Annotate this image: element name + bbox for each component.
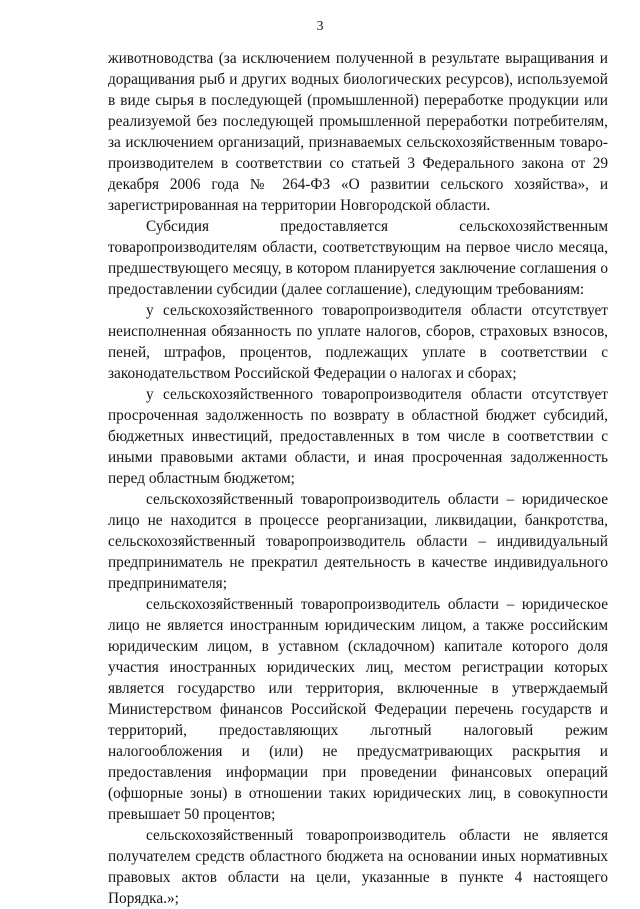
paragraph-reorganization: сельскохозяйственный товаропроизводитель области – юридическое лицо не находится в процессе реорганизации, ликвидации, банкротства, сельскохозяйственный товаропроизводитель области – индивидуальный предприниматель не прекратил деятельность в качестве индивидуального предпринимателя; xyxy=(108,491,608,592)
document-body xyxy=(108,48,608,909)
paragraph-subsidy-requirements: Субсидия предоставляется сельскохозяйственным товаропроизводителям области, соответствующим на первое число месяца, предшествующего месяцу, в котором планируется заключение соглашения о предоставлении субсидии (далее соглашение), следующим требованиям: xyxy=(108,218,608,298)
page-number: 3 xyxy=(316,19,324,34)
paragraph-tax-obligations: у сельскохозяйственного товаропроизводителя области отсутствует неисполненная обязанность по уплате налогов, сборов, страховых взносов, пеней, штрафов, процентов, подлежащих уплате в соответствии с законодательством Российской Федерации о налогах и сборах; xyxy=(108,302,608,382)
paragraph-other-funding: сельскохозяйственный товаропроизводитель области не является получателем средств областного бюджета на основании иных нормативных правовых актов области на цели, указанные в пункте 4 настоящего Порядка.»; xyxy=(108,827,608,907)
paragraph-foreign-entity: сельскохозяйственный товаропроизводитель области – юридическое лицо не является иностранным юридическим лицом, а также российским юридическим лицом, в уставном (складочном) капитале которого доля участия иностранных юридических лиц, местом регистрации которых является государство или территория, включенные в утверждаемый Министерством финансов Российской Федерации перечень государств и территорий, предоставляющих льготный налоговый режим налогообложения и (или) не предусматривающих раскрытия и предоставления информации при проведении финансовых операций (офшорные зоны) в отношении таких юридических лиц, в совокупности превышает 50 процентов; xyxy=(108,596,608,823)
paragraph-budget-debt: у сельскохозяйственного товаропроизводителя области отсутствует просроченная задолженность по возврату в областной бюджет субсидий, бюджетных инвестиций, предоставленных в том числе в соответствии с иными правовыми актами области, и иная просроченная задолженность перед областным бюджетом; xyxy=(108,386,608,487)
paragraph-continuation: животноводства (за исключением полученной в результате выращивания и доращивания рыб и других водных биологических ресурсов), используемой в виде сырья в последующей (промышленной) переработке продукции или реализуемой без последующей промышленной переработки потребителям, за исключением организаций, признаваемых сельскохозяйственным товаропроизводителем в соответствии со статьей 3 Федерального закона от 29 декабря 2006 года № 264-ФЗ «О развитии сельского хозяйства», и зарегистрированная на территории Новгородской области. xyxy=(108,50,608,214)
